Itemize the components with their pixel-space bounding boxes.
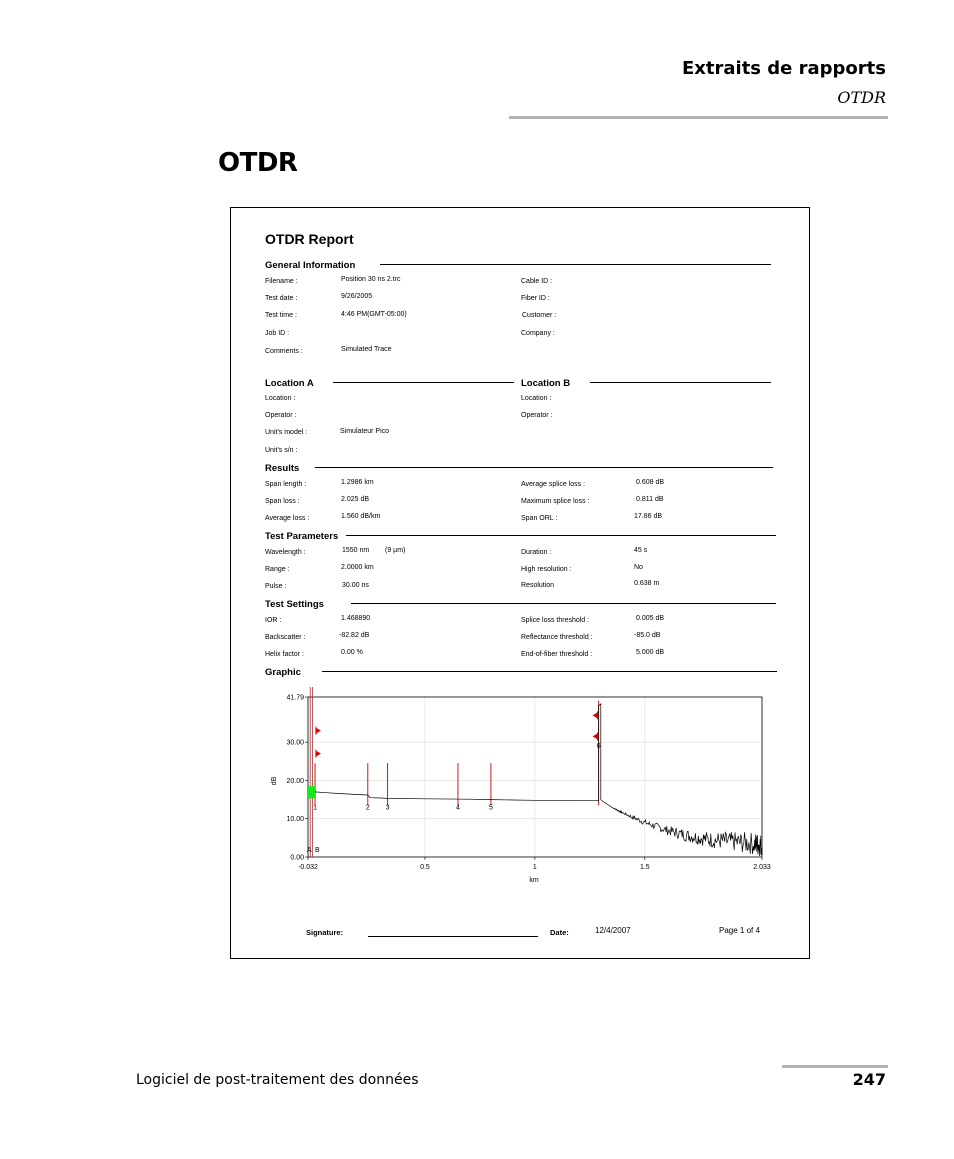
average-loss-label: Average loss : bbox=[265, 515, 310, 522]
cursor-b-label: B bbox=[315, 847, 320, 854]
event-number-label: 4 bbox=[455, 804, 460, 812]
x-axis-label: km bbox=[529, 877, 539, 884]
span-orl-label: Span ORL : bbox=[521, 515, 558, 522]
location-b-location-label: Location : bbox=[521, 395, 552, 402]
test-time-value: 4:46 PM(GMT-05:00) bbox=[341, 311, 407, 318]
unit-model-value: Simulateur Pico bbox=[340, 428, 390, 435]
fiber-core-value: (9 µm) bbox=[385, 547, 406, 554]
event-number-label: 3 bbox=[385, 804, 390, 812]
section-rule bbox=[346, 535, 776, 536]
event-arrow-left-icon bbox=[593, 712, 598, 718]
span-length-label: Span length : bbox=[265, 481, 307, 488]
y-tick-label: 0.00 bbox=[290, 854, 304, 862]
x-tick-label: 1.5 bbox=[639, 864, 650, 871]
backscatter-value: -82.82 dB bbox=[339, 632, 370, 639]
resolution-label: Resolution bbox=[521, 582, 555, 589]
location-a-operator-label: Operator : bbox=[265, 412, 297, 419]
resolution-value: 0.638 m bbox=[634, 580, 660, 587]
ior-value: 1.468890 bbox=[341, 615, 371, 622]
chart-overlay bbox=[307, 687, 598, 857]
cursor-a-label: A bbox=[306, 847, 312, 854]
y-tick-label: 30.00 bbox=[286, 739, 304, 747]
event-number-label: 2 bbox=[365, 804, 370, 812]
test-parameters-heading: Test Parameters bbox=[265, 531, 339, 542]
signature-line bbox=[368, 936, 538, 937]
helix-factor-value: 0.00 % bbox=[341, 649, 363, 656]
comments-value: Simulated Trace bbox=[341, 346, 392, 353]
section-rule bbox=[315, 467, 773, 468]
span-loss-label: Span loss : bbox=[265, 498, 300, 505]
y-tick-label: 20.00 bbox=[286, 777, 304, 785]
duration-value: 45 s bbox=[634, 547, 648, 554]
pulse-label: Pulse : bbox=[265, 583, 287, 590]
fiber-id-label: Fiber ID : bbox=[521, 295, 550, 302]
high-resolution-value: No bbox=[634, 564, 643, 571]
footer-text: Logiciel de post-traitement des données bbox=[136, 1072, 419, 1088]
section-title: OTDR bbox=[837, 88, 886, 107]
test-settings-heading: Test Settings bbox=[265, 599, 324, 610]
company-label: Company : bbox=[521, 330, 555, 337]
chapter-title: Extraits de rapports bbox=[681, 58, 886, 79]
reflectance-threshold-value: -85.0 dB bbox=[634, 632, 661, 639]
test-time-label: Test time : bbox=[265, 312, 297, 319]
location-a-location-label: Location : bbox=[265, 395, 296, 402]
y-axis-label: dB bbox=[271, 776, 278, 786]
maximum-splice-loss-value: 0.811 dB bbox=[636, 496, 664, 503]
comments-label: Comments : bbox=[265, 348, 303, 355]
span-orl-value: 17.86 dB bbox=[634, 513, 663, 520]
y-tick-label: 10.00 bbox=[286, 816, 304, 824]
helix-factor-label: Helix factor : bbox=[265, 651, 304, 658]
otdr-chart bbox=[262, 685, 782, 890]
duration-label: Duration : bbox=[521, 549, 552, 556]
general-info-heading: General Information bbox=[265, 260, 356, 271]
origin-marker-block bbox=[308, 786, 315, 798]
location-b-operator-label: Operator : bbox=[521, 412, 553, 419]
x-tick-label: -0.032 bbox=[298, 864, 318, 871]
graphic-heading: Graphic bbox=[265, 667, 301, 678]
average-loss-value: 1.560 dB/km bbox=[341, 513, 381, 520]
ior-label: IOR : bbox=[265, 617, 282, 624]
span-length-value: 1.2986 km bbox=[341, 479, 374, 486]
end-of-fiber-threshold-value: 5.000 dB bbox=[636, 649, 665, 656]
filename-label: Filename : bbox=[265, 278, 298, 285]
pulse-value: 30.00 ns bbox=[342, 582, 369, 589]
wavelength-value: 1550 nm bbox=[342, 547, 370, 554]
average-splice-loss-label: Average splice loss : bbox=[521, 481, 586, 488]
test-date-value: 9/26/2005 bbox=[341, 293, 373, 300]
section-rule bbox=[322, 671, 777, 672]
test-date-label: Test date : bbox=[265, 295, 298, 302]
chart-events bbox=[313, 701, 601, 812]
location-b-heading: Location B bbox=[521, 378, 571, 389]
event-number-label: 5 bbox=[488, 804, 493, 812]
unit-sn-label: Unit's s/n : bbox=[265, 447, 298, 454]
results-heading: Results bbox=[265, 463, 300, 474]
page-number: 247 bbox=[852, 1070, 886, 1089]
date-label: Date: bbox=[550, 928, 569, 937]
page-title: OTDR bbox=[218, 148, 298, 178]
footer-rule bbox=[782, 1065, 888, 1068]
high-resolution-label: High resolution : bbox=[521, 566, 572, 573]
date-value: 12/4/2007 bbox=[595, 926, 631, 935]
event-number-label: 1 bbox=[313, 804, 317, 812]
reflectance-threshold-label: Reflectance threshold : bbox=[521, 634, 593, 641]
section-rule bbox=[380, 264, 771, 265]
event-number-label: 6 bbox=[596, 742, 601, 750]
splice-loss-threshold-value: 0.005 dB bbox=[636, 615, 665, 622]
section-rule bbox=[333, 382, 514, 383]
wavelength-label: Wavelength : bbox=[265, 549, 306, 556]
cable-id-label: Cable ID : bbox=[521, 278, 553, 285]
span-loss-value: 2.025 dB bbox=[341, 496, 370, 503]
range-label: Range : bbox=[265, 566, 290, 573]
event-arrow-right-icon bbox=[316, 751, 321, 757]
y-tick-label: 41.79 bbox=[286, 694, 304, 702]
event-arrow-left-icon bbox=[593, 733, 598, 739]
x-tick-label: 0.5 bbox=[420, 864, 430, 871]
filename-value: Position 30 ns 2.trc bbox=[341, 276, 401, 283]
event-arrow-right-icon bbox=[316, 728, 321, 734]
end-of-fiber-threshold-label: End-of-fiber threshold : bbox=[521, 651, 593, 658]
x-tick-label: 2.033 bbox=[753, 864, 771, 871]
report-title: OTDR Report bbox=[265, 231, 354, 247]
header-rule bbox=[509, 116, 888, 119]
x-tick-label: 1 bbox=[532, 864, 537, 871]
chart-grid bbox=[308, 697, 762, 857]
splice-loss-threshold-label: Splice loss threshold : bbox=[521, 617, 590, 624]
maximum-splice-loss-label: Maximum splice loss : bbox=[521, 498, 590, 505]
customer-label: Customer : bbox=[522, 312, 557, 319]
job-id-label: Job ID : bbox=[265, 330, 290, 337]
backscatter-label: Backscatter : bbox=[265, 634, 306, 641]
section-rule bbox=[351, 603, 776, 604]
location-a-heading: Location A bbox=[265, 378, 314, 389]
chart-ticks bbox=[286, 695, 770, 872]
unit-model-label: Unit's model : bbox=[265, 429, 308, 436]
page-info: Page 1 of 4 bbox=[719, 926, 760, 935]
range-value: 2.0000 km bbox=[341, 564, 374, 571]
section-rule bbox=[590, 382, 771, 383]
average-splice-loss-value: 0.608 dB bbox=[636, 479, 665, 486]
signature-label: Signature: bbox=[306, 928, 344, 937]
